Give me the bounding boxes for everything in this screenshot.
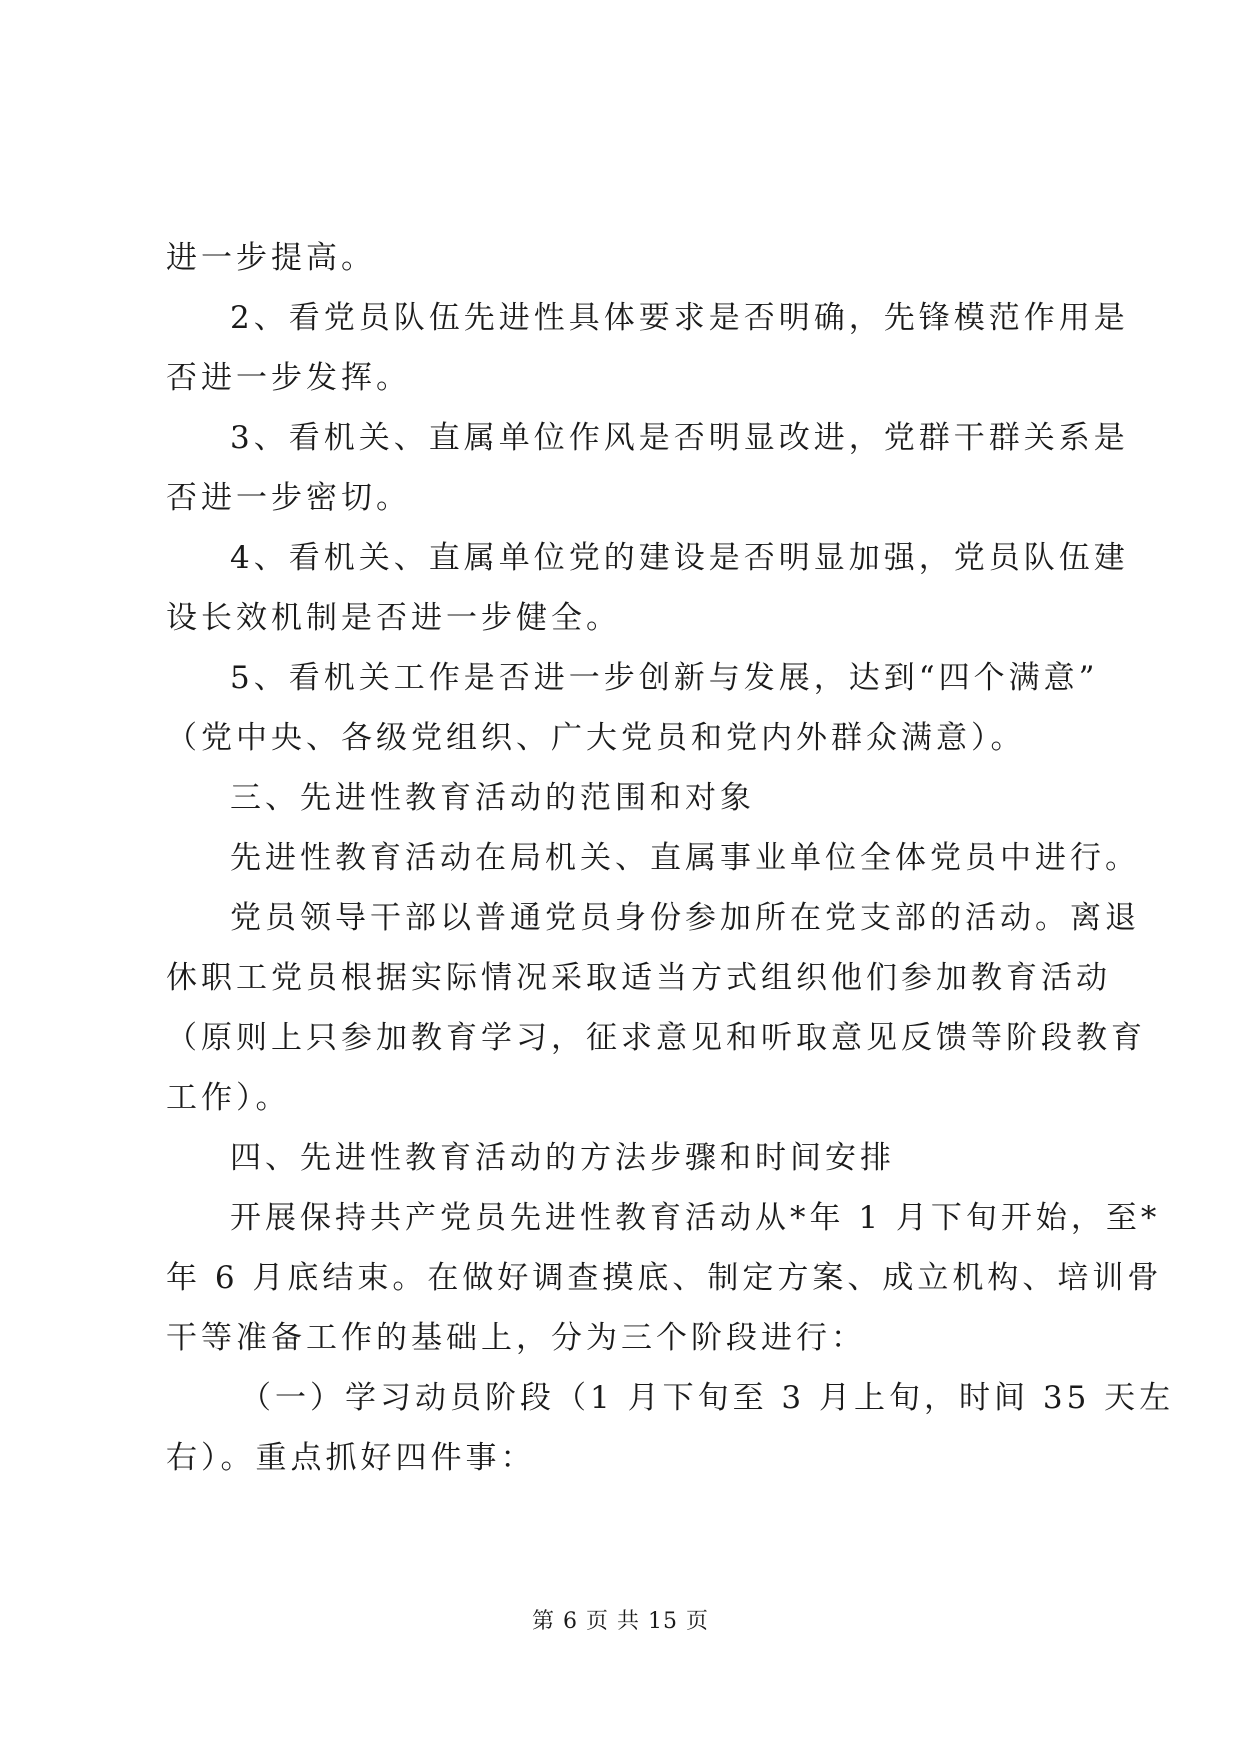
text-line: 5、看机关工作是否进一步创新与发展，达到“四个满意”: [230, 660, 1099, 696]
text-line: （一）学习动员阶段（1 月下旬至 3 月上旬，时间 35 天左: [240, 1380, 1175, 1416]
text-line: 右）。重点抓好四件事：: [166, 1440, 536, 1476]
text-line: （原则上只参加教育学习，征求意见和听取意见反馈等阶段教育: [166, 1020, 1146, 1056]
text-line: 党员领导干部以普通党员身份参加所在党支部的活动。离退: [230, 900, 1140, 936]
section-heading: 四、先进性教育活动的方法步骤和时间安排: [230, 1140, 895, 1176]
text-line: 进一步提高。: [166, 240, 376, 276]
page-number-footer: 第 6 页 共 15 页: [532, 1609, 709, 1634]
text-line: 干等准备工作的基础上，分为三个阶段进行：: [166, 1320, 866, 1356]
text-line: 休职工党员根据实际情况采取适当方式组织他们参加教育活动: [166, 960, 1111, 996]
text-line: 2、看党员队伍先进性具体要求是否明确，先锋模范作用是: [230, 300, 1129, 336]
text-line: 先进性教育活动在局机关、直属事业单位全体党员中进行。: [230, 840, 1140, 876]
document-body: [166, 228, 1175, 1488]
text-line: 否进一步发挥。: [166, 360, 411, 396]
text-line: （党中央、各级党组织、广大党员和党内外群众满意）。: [166, 720, 1026, 756]
text-line: 否进一步密切。: [166, 480, 411, 516]
text-line: 年 6 月底结束。在做好调查摸底、制定方案、成立机构、培训骨: [166, 1260, 1163, 1296]
text-line: 3、看机关、直属单位作风是否明显改进，党群干群关系是: [230, 420, 1129, 456]
text-line: 工作）。: [166, 1080, 291, 1116]
section-heading: 三、先进性教育活动的范围和对象: [230, 780, 755, 816]
text-line: 开展保持共产党员先进性教育活动从*年 1 月下旬开始，至*: [230, 1200, 1161, 1236]
text-line: 4、看机关、直属单位党的建设是否明显加强，党员队伍建: [230, 540, 1129, 576]
text-line: 设长效机制是否进一步健全。: [166, 600, 621, 636]
